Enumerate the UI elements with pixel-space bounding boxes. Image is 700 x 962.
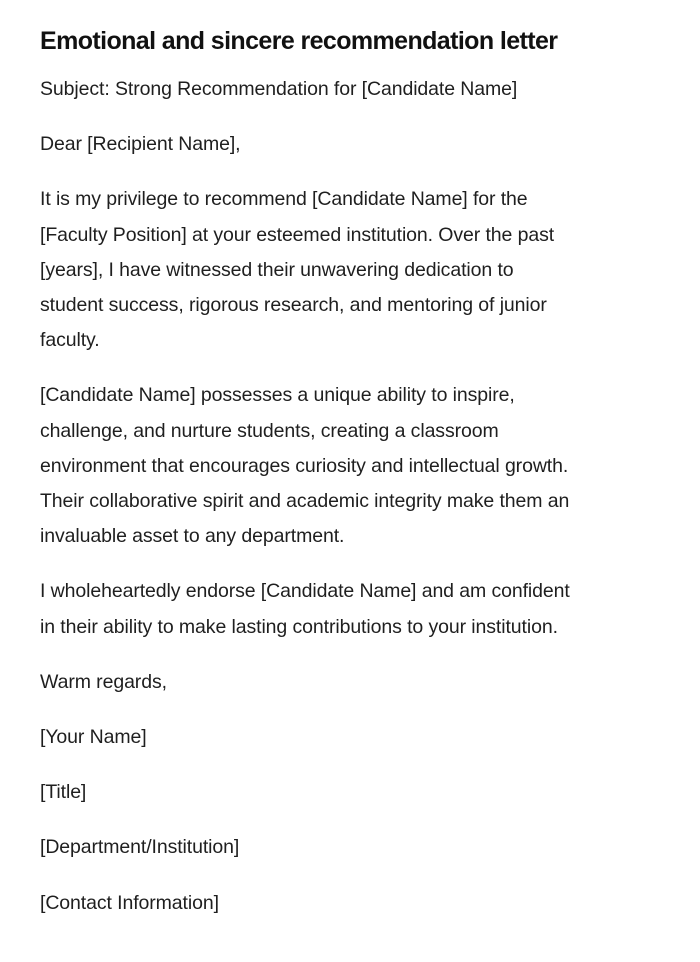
text-line: challenge, and nurture students, creating a classroom <box>40 419 499 442</box>
signature-name <box>40 720 680 755</box>
text-line: Subject: Strong Recommendation for [Candidate Name] <box>40 78 518 100</box>
salutation <box>40 127 680 162</box>
document-title: Emotional and sincere recommendation letter <box>40 27 558 55</box>
text-line: [Department/Institution] <box>40 836 240 859</box>
text-line: [Your Name] <box>40 726 147 749</box>
text-line: in their ability to make lasting contributions to your institution. <box>40 615 558 638</box>
text-line: [Contact Information] <box>40 891 219 914</box>
text-line: invaluable asset to any department. <box>40 525 345 548</box>
text-line: [Title] <box>40 781 87 804</box>
letter-document <box>40 24 680 941</box>
signature-title <box>40 775 680 810</box>
text-line: environment that encourages curiosity and intellectual growth. <box>40 454 569 477</box>
text-line: [years], I have witnessed their unwavering dedication to <box>40 258 514 281</box>
closing <box>40 665 680 700</box>
letter-body <box>40 72 680 921</box>
qualities-paragraph <box>40 378 680 554</box>
intro-paragraph <box>40 182 680 358</box>
endorsement-paragraph <box>40 574 680 644</box>
text-line: Dear [Recipient Name], <box>40 133 241 156</box>
text-line: Their collaborative spirit and academic integrity make them an <box>40 490 570 513</box>
text-line: student success, rigorous research, and mentoring of junior <box>40 294 547 317</box>
subject-line <box>40 72 680 107</box>
text-line: It is my privilege to recommend [Candidate Name] for the <box>40 188 528 211</box>
text-line: [Candidate Name] possesses a unique ability to inspire, <box>40 384 515 407</box>
text-line: I wholeheartedly endorse [Candidate Name] and am confident <box>40 580 570 603</box>
text-line: Warm regards, <box>40 670 167 693</box>
signature-department <box>40 830 680 865</box>
text-line: [Faculty Position] at your esteemed institution. Over the past <box>40 223 555 246</box>
signature-contact <box>40 886 680 921</box>
text-line: faculty. <box>40 329 100 352</box>
